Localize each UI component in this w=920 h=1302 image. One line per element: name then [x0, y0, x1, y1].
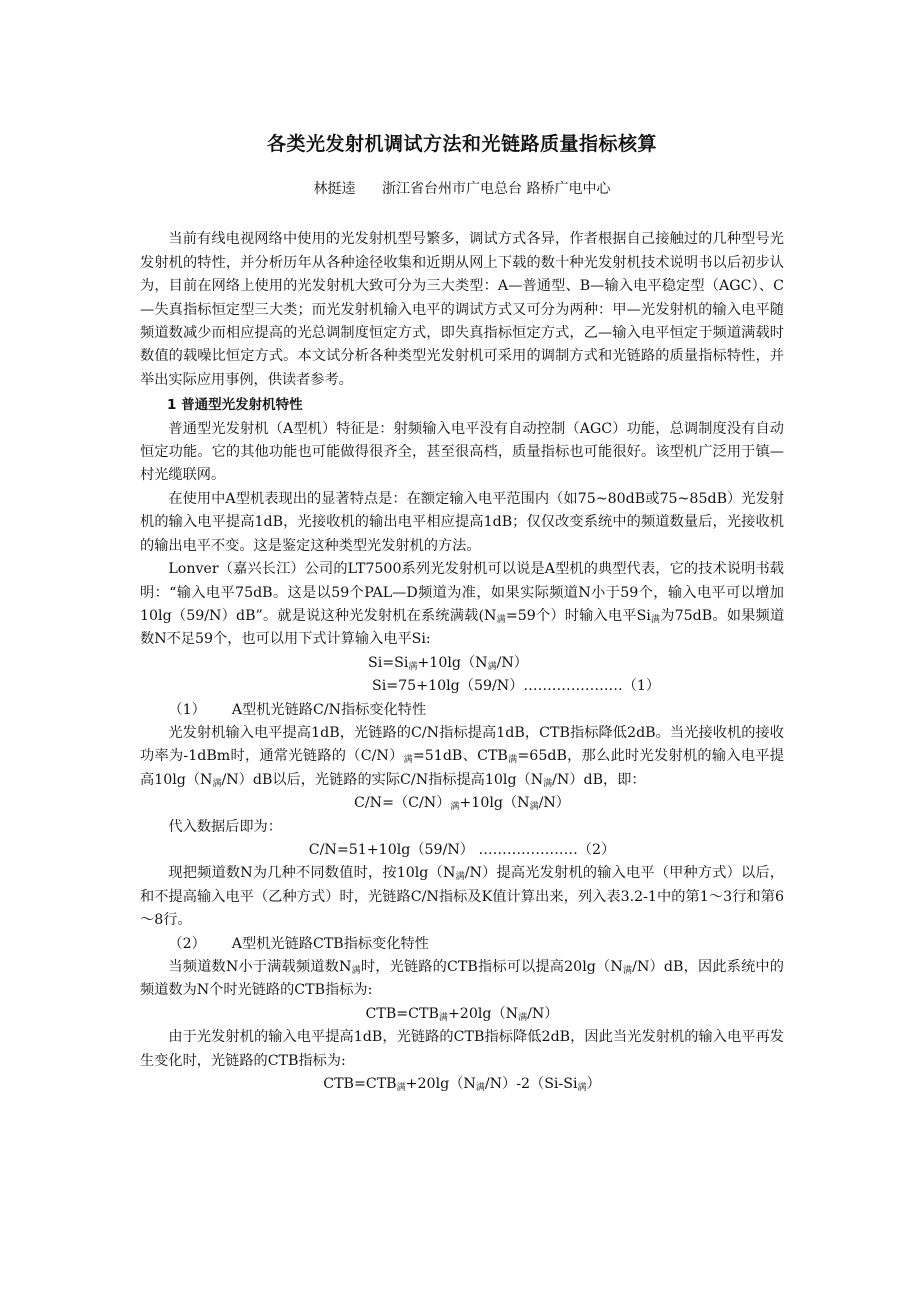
paragraph: Lonver（嘉兴长江）公司的LT7500系列光发射机可以说是A型机的典型代表，它的技术说明书载明：“输入电平75dB。这是以59个PAL—D频道为准，如果实际频道N小于59个，输入电平可以增加10lg（59/N）dB”。就是说这种光发射机在系统满载($N_满=59$个）时输入电平$Si_满$为75dB。如果频道数N不足59个，也可以用下式计算输入电平Si:: [140, 561, 785, 648]
paragraph: 现把频道数N为几种不同数值时，按$10\lg(N_满/N)$提高光发射机的输入电平（甲种方式）以后，和不提高输入电平（乙种方式）时，光链路C/N指标及K值计算出来，列入表3.2-1中的第1～3行和第6～8行。: [140, 865, 784, 929]
byline: [140, 178, 784, 201]
paragraph: 光发射机输入电平提高1dB，光链路的C/N指标提高1dB，CTB指标降低2dB。当光接收机的接收功率为-1dBm时，通常光链路的$(C/N)_满=51dB$、$CTB_满=65dB$，那么此时光发射机的输入电平提高$10\lg(N_满/N)dB$以后，光链路的实际C/N指标提高$10\lg(N_满/N)dB$，即：: [140, 724, 784, 789]
document-title: 各类光发射机调试方法和光链路质量指标核算: [266, 133, 657, 155]
paragraph: 当频道数N小于满载频道数$N_满$时，光链路的CTB指标可以提高$20\lg(N_满/N)dB$，因此系统中的频道数为N个时光链路的CTB指标为:: [140, 959, 784, 999]
paragraph: 在使用中A型机表现出的显著特点是：在额定输入电平范围内（如75~80dB或75~85dB）光发射机的输入电平提高1dB，光接收机的输出电平相应提高1dB；仅仅改变系统中的频道数量后，光接收机的输出电平不变。这是鉴定这种类型光发射机的方法。: [140, 490, 784, 554]
intro-paragraph: 当前有线电视网络中使用的光发射机型号繁多，调试方式各异，作者根据自己接触过的几种型号光发射机的特性，并分析历年从各种途径收集和近期从网上下载的数十种光发射机技术说明书以后初步认为，目前在网络上使用的光发射机大致可分为三大类型：A—普通型、B—输入电平稳定型（AGC）、C—失真指标恒定型三大类；而光发射机输入电平的调试方式又可分为两种：甲—光发射机的输入电平随频道数减少而相应提高的光总调制度恒定方式，即失真指标恒定方式，乙—输入电平恒定于频道满载时数值的载噪比恒定方式。本文试分析各种类型光发射机可采用的调制方式和光链路的质量指标特性，并举出实际应用事例，供读者参考。: [140, 231, 784, 388]
paragraph: 普通型光发射机（A型机）特征是：射频输入电平没有自动控制（AGC）功能，总调制度没有自动恒定功能。它的其他功能也可能做得很齐全，甚至很高档，质量指标也可能很好。该型机广泛用于镇—村光缆联网。: [140, 420, 784, 484]
formula: $Si=Si_满+10\lg(N_满/N)$: [368, 654, 528, 672]
document-body: [140, 130, 784, 1096]
formula: $C/N=(C/N)_满+10\lg(N_满/N)$: [354, 795, 570, 813]
section-heading: 1 普通型光发射机特性: [167, 397, 303, 414]
formula: Si=75+10lg（59/N）…………………（1）: [372, 678, 661, 695]
subsection-heading: （2） A型机光链路CTB指标变化特性: [168, 935, 429, 952]
formula: C/N=51+10lg（59/N） …………………（2）: [308, 841, 616, 858]
formula: $CTB=CTB_满+20\lg(N_满/N)$: [365, 1005, 559, 1023]
subsection-heading: （1） A型机光链路C/N指标变化特性: [168, 701, 427, 718]
formula: $CTB=CTB_满+20\lg(N_满/N)-2(Si-Si_满)$: [323, 1076, 601, 1094]
author-affiliation: 浙江省台州市广电总台 路桥广电中心: [382, 181, 611, 197]
paragraph: 代入数据后即为：: [168, 818, 282, 835]
author-name: 林挺逵: [313, 181, 356, 197]
paragraph: 由于光发射机的输入电平提高1dB，光链路的CTB指标降低2dB，因此当光发射机的输入电平再发生变化时，光链路的CTB指标为:: [140, 1029, 784, 1069]
